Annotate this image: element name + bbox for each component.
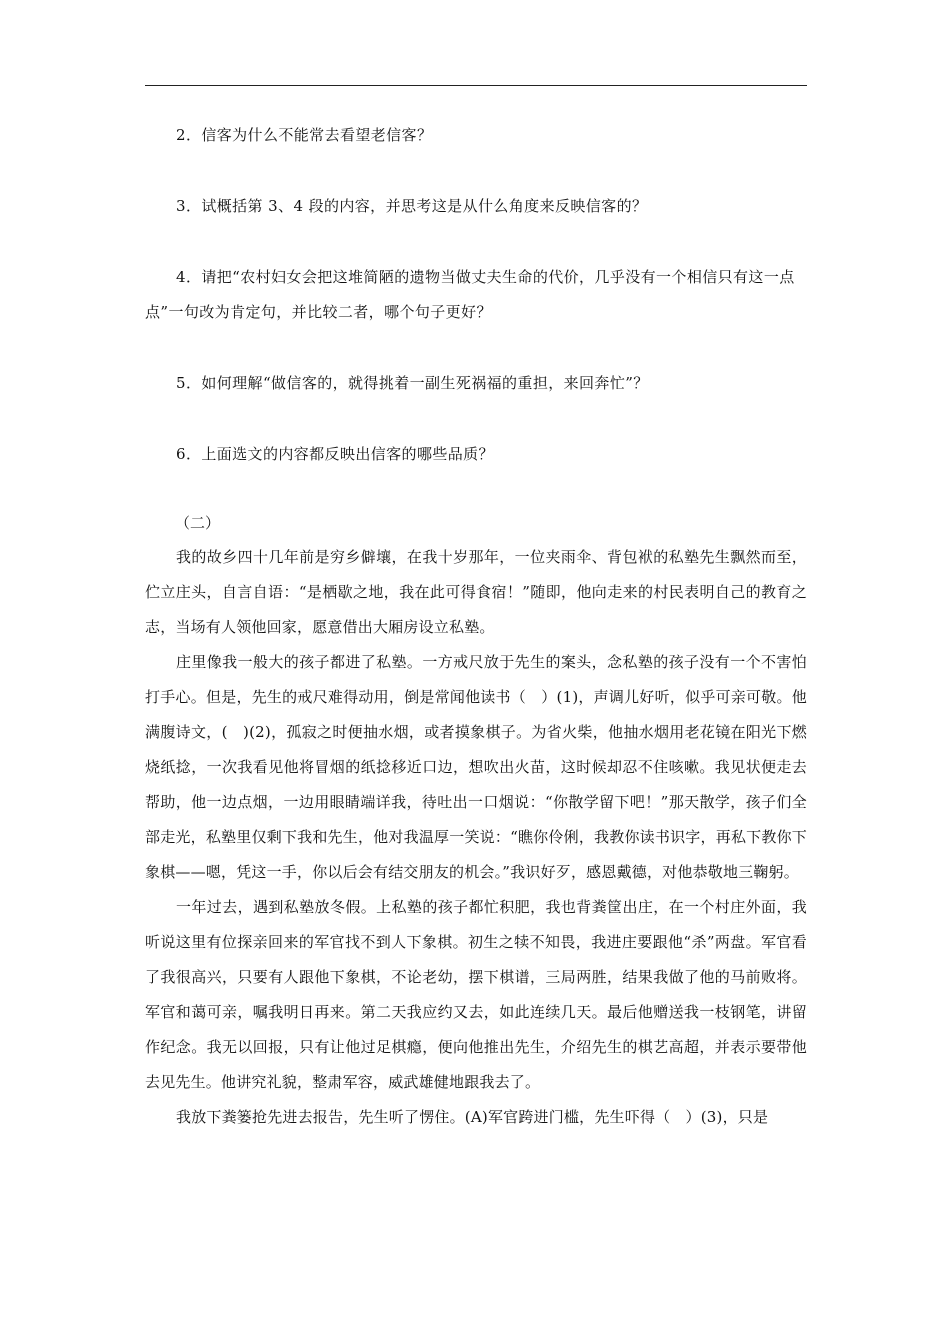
paragraph-4: 我放下粪篓抢先进去报告，先生听了愣住。(A)军官跨进门槛，先生吓得（ ）(3)，只是 [176, 1108, 769, 1126]
header-rule [145, 85, 807, 86]
question-3: 3．试概括第 3、4 段的内容，并思考这是从什么角度来反映信客的？ [176, 197, 648, 215]
question-6: 6．上面选文的内容都反映出信客的哪些品质？ [176, 445, 494, 463]
question-4: 4．请把“农村妇女会把这堆简陋的遗物当做丈夫生命的代价，几乎没有一个相信只有这一点点”一句改为肯定句，并比较二者，哪个句子更好？ [145, 268, 795, 321]
paragraph-2: 庄里像我一般大的孩子都进了私塾。一方戒尺放于先生的案头，念私塾的孩子没有一个不害怕打手心。但是，先生的戒尺难得动用，倒是常闻他读书（ ）(1)，声调儿好听，似乎可亲可敬。他满腹诗文，( )(2)，孤寂之时便抽水烟，或者摸象棋子。为省火柴，他抽水烟用老花镜在阳光下燃烧纸捻，一次我看见他将冒烟的纸捻移近口边，想吹出火苗，这时候却忍不住咳嗽。我见状便走去帮助，他一边点烟，一边用眼睛端详我，待吐出一口烟说：“你散学留下吧！”那天散学，孩子们全部走光，私塾里仅剩下我和先生，他对我温厚一笑说：“瞧你伶俐，我教你读书识字，再私下教你下象棋——嗯，凭这一手，你以后会有结交朋友的机会。”我识好歹，感恩戴德，对他恭敬地三鞠躬。 [145, 653, 807, 881]
paragraph-3: 一年过去，遇到私塾放冬假。上私塾的孩子都忙积肥，我也背粪筐出庄，在一个村庄外面，我听说这里有位探亲回来的军官找不到人下象棋。初生之犊不知畏，我进庄要跟他“杀”两盘。军官看了我很高兴，只要有人跟他下象棋，不论老幼，摆下棋谱，三局两胜，结果我做了他的马前败将。军官和蔼可亲，嘱我明日再来。第二天我应约又去，如此连续几天。最后他赠送我一枝钢笔，讲留作纪念。我无以回报，只有让他过足棋瘾，便向他推出先生，介绍先生的棋艺高超，并表示要带他去见先生。他讲究礼貌，整肃军容，威武雄健地跟我去了。 [145, 898, 807, 1091]
question-2: 2．信客为什么不能常去看望老信客？ [176, 126, 433, 144]
paragraph-1: 我的故乡四十几年前是穷乡僻壤，在我十岁那年，一位夹雨伞、背包袱的私塾先生飘然而至，伫立庄头，自言自语：“是栖歇之地，我在此可得食宿！”随即，他向走来的村民表明自己的教育之志，当场有人领他回家，愿意借出大厢房设立私塾。 [145, 548, 807, 636]
section-title: （二） [175, 514, 221, 532]
document-page [145, 118, 807, 1135]
question-5: 5．如何理解“做信客的，就得挑着一副生死祸福的重担，来回奔忙”？ [176, 374, 649, 392]
